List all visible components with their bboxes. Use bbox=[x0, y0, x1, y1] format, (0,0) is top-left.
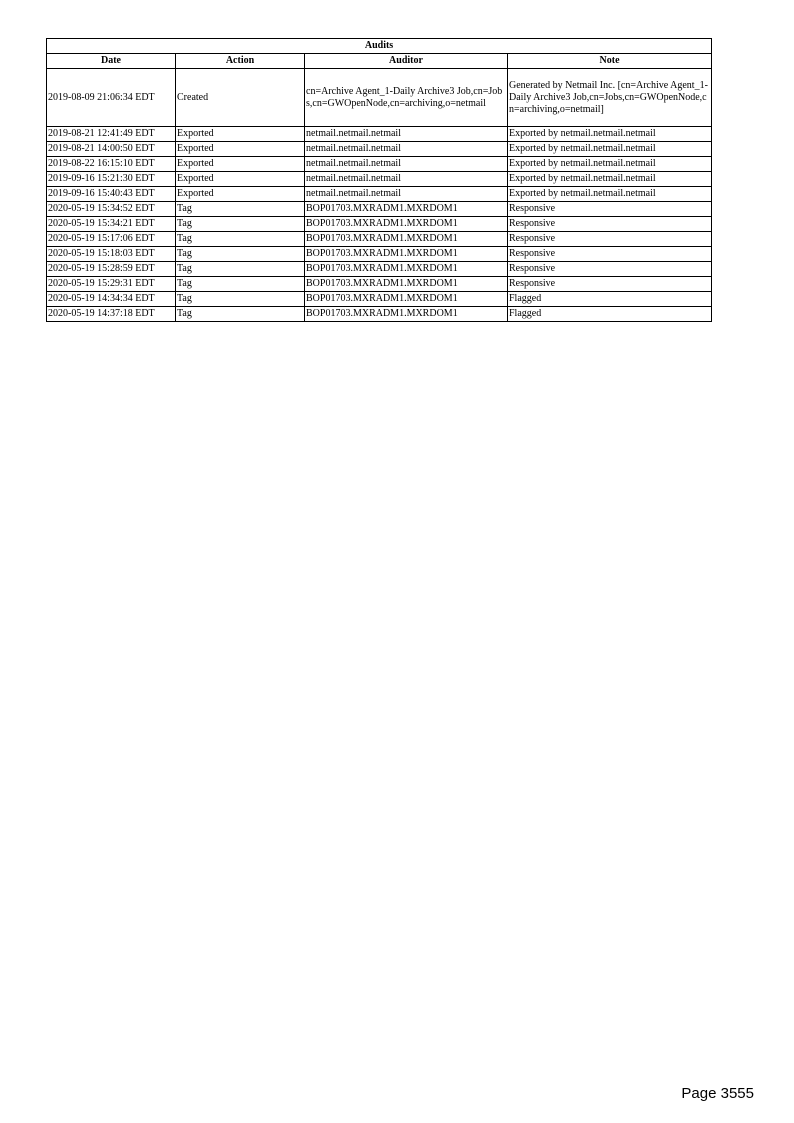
cell-auditor: netmail.netmail.netmail bbox=[305, 187, 508, 202]
table-row bbox=[47, 277, 712, 292]
cell-note: Responsive bbox=[508, 217, 712, 232]
cell-date: 2019-09-16 15:40:43 EDT bbox=[47, 187, 176, 202]
cell-action: Created bbox=[176, 69, 305, 127]
cell-auditor: BOP01703.MXRADM1.MXRDOM1 bbox=[305, 217, 508, 232]
cell-action: Tag bbox=[176, 277, 305, 292]
cell-action: Tag bbox=[176, 232, 305, 247]
cell-auditor: BOP01703.MXRADM1.MXRDOM1 bbox=[305, 262, 508, 277]
cell-note: Exported by netmail.netmail.netmail bbox=[508, 187, 712, 202]
table-row bbox=[47, 142, 712, 157]
cell-action: Exported bbox=[176, 142, 305, 157]
cell-auditor: BOP01703.MXRADM1.MXRDOM1 bbox=[305, 292, 508, 307]
cell-note: Responsive bbox=[508, 262, 712, 277]
table-row bbox=[47, 232, 712, 247]
cell-auditor: BOP01703.MXRADM1.MXRDOM1 bbox=[305, 202, 508, 217]
cell-action: Tag bbox=[176, 262, 305, 277]
cell-action: Exported bbox=[176, 127, 305, 142]
table-row bbox=[47, 262, 712, 277]
table-header-row bbox=[47, 54, 712, 69]
cell-date: 2020-05-19 15:17:06 EDT bbox=[47, 232, 176, 247]
table-body bbox=[47, 69, 712, 322]
table-row bbox=[47, 127, 712, 142]
column-header-date: Date bbox=[47, 54, 176, 69]
cell-auditor: netmail.netmail.netmail bbox=[305, 142, 508, 157]
table-title-row bbox=[47, 39, 712, 54]
cell-date: 2020-05-19 15:28:59 EDT bbox=[47, 262, 176, 277]
table-row bbox=[47, 307, 712, 322]
cell-date: 2019-09-16 15:21:30 EDT bbox=[47, 172, 176, 187]
cell-date: 2020-05-19 15:29:31 EDT bbox=[47, 277, 176, 292]
cell-auditor: BOP01703.MXRADM1.MXRDOM1 bbox=[305, 232, 508, 247]
cell-auditor: netmail.netmail.netmail bbox=[305, 172, 508, 187]
cell-note: Responsive bbox=[508, 277, 712, 292]
table-row bbox=[47, 292, 712, 307]
audits-table bbox=[46, 38, 712, 322]
column-header-auditor: Auditor bbox=[305, 54, 508, 69]
cell-note: Responsive bbox=[508, 247, 712, 262]
cell-date: 2020-05-19 14:37:18 EDT bbox=[47, 307, 176, 322]
cell-date: 2020-05-19 15:34:52 EDT bbox=[47, 202, 176, 217]
cell-date: 2019-08-21 14:00:50 EDT bbox=[47, 142, 176, 157]
cell-auditor: BOP01703.MXRADM1.MXRDOM1 bbox=[305, 307, 508, 322]
table-row bbox=[47, 217, 712, 232]
cell-note: Exported by netmail.netmail.netmail bbox=[508, 142, 712, 157]
table-title: Audits bbox=[47, 39, 712, 54]
cell-note: Exported by netmail.netmail.netmail bbox=[508, 157, 712, 172]
cell-action: Tag bbox=[176, 292, 305, 307]
cell-action: Tag bbox=[176, 307, 305, 322]
cell-action: Tag bbox=[176, 202, 305, 217]
cell-date: 2019-08-22 16:15:10 EDT bbox=[47, 157, 176, 172]
cell-note: Generated by Netmail Inc. [cn=Archive Agent_1-Daily Archive3 Job,cn=Jobs,cn=GWOpenNode,cn=archiving,o=netmail] bbox=[508, 69, 712, 127]
column-header-action: Action bbox=[176, 54, 305, 69]
cell-date: 2019-08-09 21:06:34 EDT bbox=[47, 69, 176, 127]
cell-date: 2019-08-21 12:41:49 EDT bbox=[47, 127, 176, 142]
table-row bbox=[47, 172, 712, 187]
cell-action: Exported bbox=[176, 157, 305, 172]
table-row bbox=[47, 157, 712, 172]
cell-auditor: netmail.netmail.netmail bbox=[305, 157, 508, 172]
cell-auditor: cn=Archive Agent_1-Daily Archive3 Job,cn=Jobs,cn=GWOpenNode,cn=archiving,o=netmail bbox=[305, 69, 508, 127]
cell-auditor: BOP01703.MXRADM1.MXRDOM1 bbox=[305, 277, 508, 292]
cell-action: Exported bbox=[176, 187, 305, 202]
table-row bbox=[47, 69, 712, 127]
cell-note: Flagged bbox=[508, 307, 712, 322]
cell-note: Flagged bbox=[508, 292, 712, 307]
cell-date: 2020-05-19 14:34:34 EDT bbox=[47, 292, 176, 307]
cell-date: 2020-05-19 15:18:03 EDT bbox=[47, 247, 176, 262]
cell-auditor: BOP01703.MXRADM1.MXRDOM1 bbox=[305, 247, 508, 262]
cell-action: Exported bbox=[176, 172, 305, 187]
table-row bbox=[47, 202, 712, 217]
page-number: Page 3555 bbox=[681, 1085, 754, 1102]
table-row bbox=[47, 187, 712, 202]
cell-date: 2020-05-19 15:34:21 EDT bbox=[47, 217, 176, 232]
cell-note: Exported by netmail.netmail.netmail bbox=[508, 127, 712, 142]
column-header-note: Note bbox=[508, 54, 712, 69]
cell-note: Responsive bbox=[508, 232, 712, 247]
cell-note: Exported by netmail.netmail.netmail bbox=[508, 172, 712, 187]
cell-action: Tag bbox=[176, 217, 305, 232]
cell-action: Tag bbox=[176, 247, 305, 262]
table-row bbox=[47, 247, 712, 262]
cell-auditor: netmail.netmail.netmail bbox=[305, 127, 508, 142]
cell-note: Responsive bbox=[508, 202, 712, 217]
